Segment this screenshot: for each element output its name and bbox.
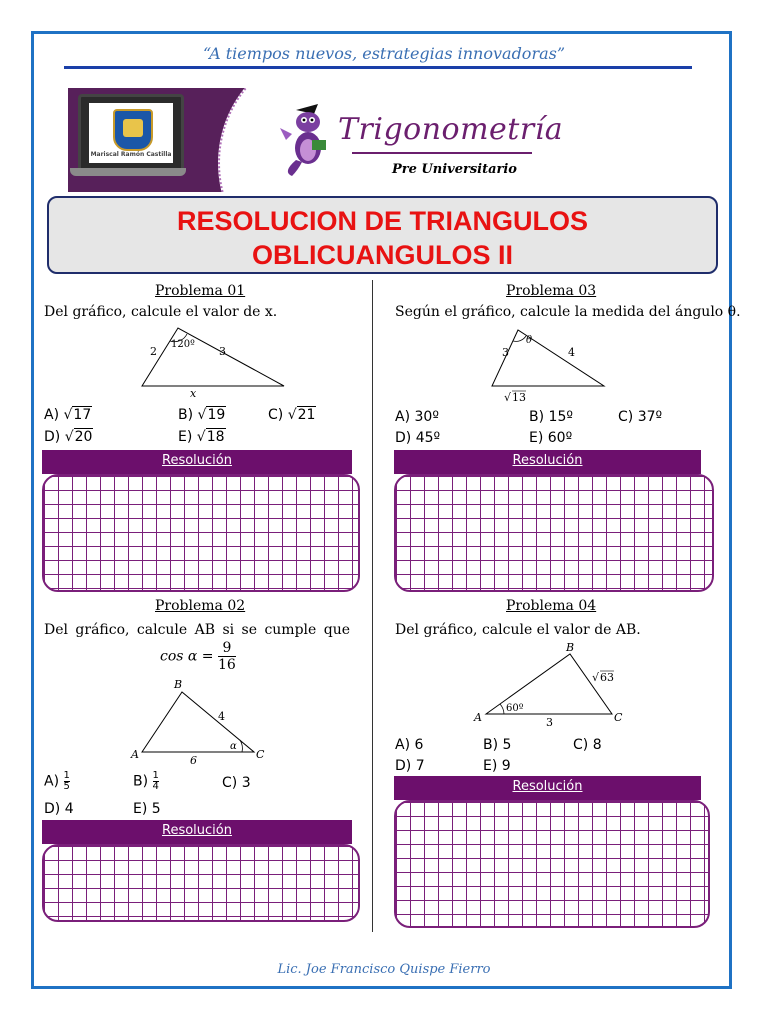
p4-option-e[interactable]: E) 9: [483, 758, 511, 774]
brand-subtitle: Pre Universitario: [392, 162, 517, 177]
problem-01-title: Problema 01: [155, 283, 246, 299]
p3-resolution-grid[interactable]: [394, 474, 714, 592]
svg-text:4: 4: [218, 710, 225, 723]
problem-03-title: Problema 03: [506, 283, 597, 299]
svg-text:C: C: [614, 711, 623, 724]
svg-text:13: 13: [512, 391, 526, 404]
p3-option-b[interactable]: B) 15º: [529, 409, 573, 425]
p4-option-b[interactable]: B) 5: [483, 737, 512, 753]
p3-option-c[interactable]: C) 37º: [618, 409, 663, 425]
dragon-mascot-icon: [278, 100, 336, 180]
p4-option-c[interactable]: C) 8: [573, 737, 602, 753]
problem-03-triangle: [488, 324, 618, 404]
p2-resolution-grid[interactable]: [42, 844, 360, 922]
problem-04-statement: Del gráfico, calcule el valor de AB.: [395, 622, 641, 638]
p2-resolution-header: Resolución: [42, 820, 352, 844]
svg-text:√: √: [592, 671, 600, 684]
problem-02-statement: Del gráfico, calcule AB si se cumple que: [44, 622, 350, 638]
p4-option-a[interactable]: A) 6: [395, 737, 424, 753]
p2-option-a[interactable]: A) $\frac{1}{5}$: [44, 770, 70, 792]
school-crest-icon: [113, 109, 153, 151]
column-divider: [372, 280, 373, 932]
motto-underline: [64, 66, 692, 69]
svg-text:θ: θ: [526, 335, 533, 346]
p4-resolution-header: Resolución: [394, 776, 701, 800]
p3-option-d[interactable]: D) 45º: [395, 430, 441, 446]
p1-option-d[interactable]: D) √20: [44, 429, 93, 445]
p1-angle: 120º: [171, 339, 195, 350]
svg-text:3: 3: [546, 716, 553, 729]
p2-option-e[interactable]: E) 5: [133, 801, 161, 817]
p4-option-d[interactable]: D) 7: [395, 758, 425, 774]
brand-title: Trigonometría: [338, 112, 564, 147]
p1-option-c[interactable]: C) √21: [268, 407, 316, 423]
problem-04-triangle: [470, 640, 630, 728]
svg-text:63: 63: [600, 671, 614, 684]
p1-side-left: 2: [150, 345, 157, 358]
problem-02-title: Problema 02: [155, 598, 246, 614]
p1-resolution-grid[interactable]: [42, 474, 360, 592]
svg-text:60º: 60º: [506, 703, 524, 714]
school-caption: Mariscal Ramón Castilla: [90, 151, 172, 158]
svg-text:√: √: [504, 391, 512, 404]
page-title-line2: OBLICUANGULOS II: [252, 240, 513, 270]
p2-option-c[interactable]: C) 3: [222, 775, 251, 791]
svg-text:α: α: [230, 741, 237, 752]
svg-text:A: A: [474, 711, 482, 724]
laptop-logo: [78, 94, 184, 172]
problem-02-condition: cos α = $\frac{9}{16}$: [160, 640, 236, 673]
p4-resolution-grid[interactable]: [394, 800, 710, 928]
footer-author: Lic. Joe Francisco Quispe Fierro: [277, 962, 491, 977]
page-title-line1: RESOLUCION DE TRIANGULOS: [176, 206, 588, 236]
svg-text:3: 3: [502, 346, 509, 359]
problem-01-triangle: [140, 324, 290, 400]
p1-option-a[interactable]: A) √17: [44, 407, 92, 423]
p3-resolution-header: Resolución: [394, 450, 701, 474]
p1-resolution-header: Resolución: [42, 450, 352, 474]
p1-base: x: [190, 387, 197, 400]
svg-text:6: 6: [190, 754, 197, 767]
svg-text:4: 4: [568, 346, 575, 359]
title-box: [47, 196, 718, 274]
p1-option-b[interactable]: B) √19: [178, 407, 226, 423]
problem-01-statement: Del gráfico, calcule el valor de x.: [44, 304, 278, 320]
p2-option-b[interactable]: B) $\frac{1}{4}$: [133, 770, 159, 792]
svg-text:B: B: [174, 678, 183, 691]
problem-02-triangle: [128, 678, 278, 770]
svg-text:C: C: [256, 748, 265, 761]
p1-side-right: 3: [219, 345, 226, 358]
p3-option-e[interactable]: E) 60º: [529, 430, 573, 446]
problem-04-title: Problema 04: [506, 598, 597, 614]
problem-03-statement: Según el gráfico, calcule la medida del ángulo θ.: [395, 304, 741, 320]
svg-text:B: B: [566, 641, 575, 654]
motto: “A tiempos nuevos, estrategias innovadoras”: [202, 44, 566, 63]
svg-text:A: A: [131, 748, 139, 761]
p2-option-d[interactable]: D) 4: [44, 801, 74, 817]
p3-option-a[interactable]: A) 30º: [395, 409, 439, 425]
p1-option-e[interactable]: E) √18: [178, 429, 225, 445]
